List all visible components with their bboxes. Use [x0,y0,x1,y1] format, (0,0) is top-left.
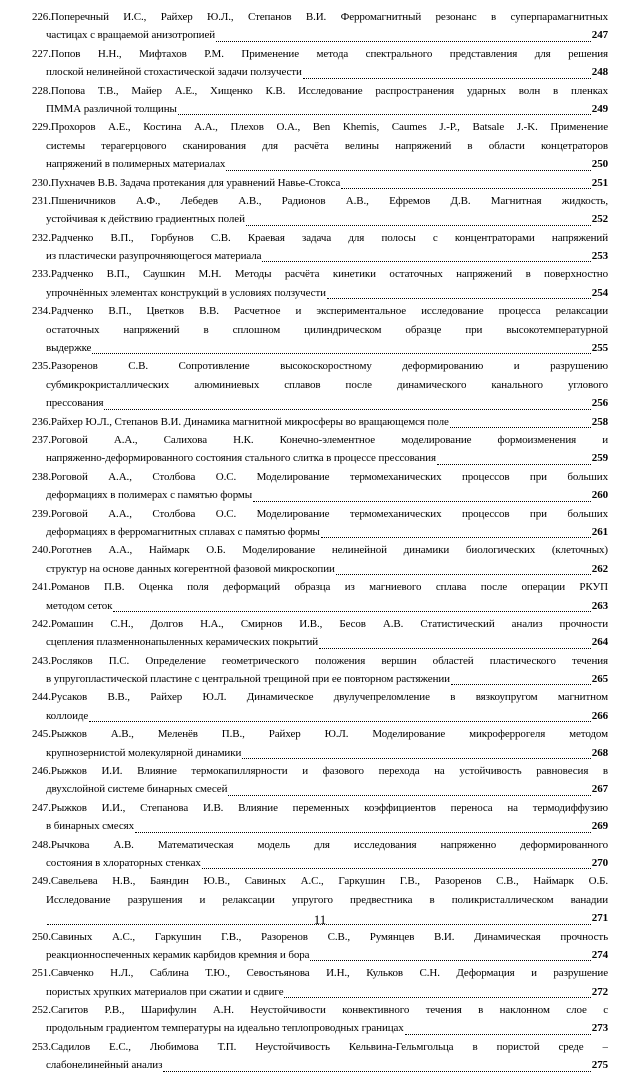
entry-text: напряжений в полимерных материалах [46,158,226,171]
dot-leader [303,70,591,79]
entry-text: 250.Савиных А.С., Гаркушин Г.В., Разоренов С.В., Румянцев В.И. Динамическая прочность [32,930,608,943]
entry-text: 251.Савченко Н.Л., Саблина Т.Ю., Севостьянова И.Н., Кульков С.Н. Деформация и разрушение [32,967,608,980]
entry-text: 244.Русаков В.В., Райхер Ю.Л. Динамическое двулучепреломление в вязкоупругом магнитном [32,691,608,704]
entry-text: 226.Поперечный И.С., Райхер Ю.Л., Степанов В.И. Ферромагнитный резонанс в суперпарамагнитных [32,11,608,23]
entry-text: 243.Росляков П.С. Определение геометрического положения вершин областей пластического течения [32,654,608,667]
entry-text: напряженно-деформированного состояния стального слитка в процессе прессования [46,452,436,465]
entry-last-line [32,26,608,44]
dot-leader [262,253,590,262]
entry-page-number: 258 [591,415,608,428]
entry-text: 237.Роговой А.А., Салихова Н.К. Конечно-элементное моделирование формоизменения и [32,433,608,446]
entry-last-line [32,100,608,118]
entry-last-line [32,523,608,541]
entry-text: 240.Роготнев А.А., Наймарк О.Б. Моделирование нелинейной динамики биологических (клеточных) [32,544,608,557]
entry-page-number: 271 [591,912,608,925]
entry-text: 248.Рычкова А.В. Математическая модель для исследования напряженно деформированного [32,838,608,851]
entry-text: методом сеток [46,599,113,612]
contents-entry [32,1001,608,1038]
entry-last-line [32,394,608,412]
contents-entry [32,928,608,965]
entry-last-line [32,983,608,1001]
entry-text: 247.Рыжков И.И., Степанова И.В. Влияние переменных коэффициентов переноса на термодиффузию [32,801,608,814]
contents-entry [32,265,608,302]
entry-text: прессования [46,397,104,410]
dot-leader [92,345,590,354]
entry-text: 236.Райхер Ю.Л., Степанов В.И. Динамика магнитной микросферы во вращающемся поле [32,415,449,428]
dot-leader [319,640,591,649]
contents-entry [32,964,608,1001]
dot-leader [202,860,591,869]
contents-entry [32,652,608,689]
contents-entry [32,8,608,45]
entry-text: 231.Пшеничников А.Ф., Лебедев А.В., Радионов А.В., Ефремов Д.В. Магнитная жидкость, [32,194,608,207]
entry-text: структур на основе данных когерентной фазовой микроскопии [46,562,335,575]
contents-entry [32,1038,608,1075]
entry-page-number: 262 [591,562,608,575]
entry-page-number: 249 [591,102,608,115]
contents-entry [32,688,608,725]
entry-page-number: 255 [591,342,608,355]
dot-leader [253,493,591,502]
entry-page-number: 263 [591,599,608,612]
entry-text: 227.Попов Н.Н., Мифтахов Р.М. Применение метода спектрального представления для решения [32,47,608,60]
contents-entry [32,505,608,542]
dot-leader [104,401,590,410]
entry-page-number: 254 [591,286,608,299]
entry-last-line [32,1056,608,1074]
dot-leader [226,162,591,171]
entry-page-number: 265 [591,673,608,686]
contents-entry [32,836,608,873]
entry-text: остаточных напряжений в сплошном цилиндрическом образце при высокотемпературной [46,323,608,336]
entry-text: 252.Сагитов Р.В., Шарифулин А.Н. Неустойчивости конвективного течения в наклонном слое с [32,1004,608,1017]
entry-last-line [32,633,608,651]
entry-text: слабонелинейный анализ [46,1059,163,1072]
dot-leader [135,824,591,833]
contents-entry [32,413,608,431]
entry-text: 245.Рыжков А.В., Меленёв П.В., Райхер Ю.Л. Моделирование микроферрогеля методом [32,728,608,741]
entry-text: в упругопластической пластине с центральной трещиной при ее повторном растяжении [46,673,450,686]
entry-text: системы терагерцового сканирования для расчёта велины напряжений в области концетраторов [46,139,608,152]
entry-last-line [32,854,608,872]
entry-page-number: 247 [591,29,608,42]
entry-last-line [32,597,608,615]
contents-entry [32,229,608,266]
entry-page-number: 259 [591,452,608,465]
entry-page-number: 252 [591,213,608,226]
entry-page-number: 251 [591,176,608,189]
contents-entry [32,762,608,799]
contents-entry [32,357,608,412]
entry-page-number: 264 [591,636,608,649]
dot-leader [242,750,591,759]
contents-entry [32,192,608,229]
dot-leader [341,180,590,189]
contents-entry [32,578,608,615]
entry-text: упрочнённых элементах конструкций в условиях ползучести [46,286,326,299]
entry-text: субмикрокристаллических алюминиевых сплавов после динамического канального углового [46,378,608,391]
entry-text: коллоиде [46,709,89,722]
dot-leader [284,989,590,998]
entry-text: 246.Рыжков И.И. Влияние термокапиллярности и фазового перехода на устойчивость равновесия в [32,765,608,778]
entry-text: в бинарных смесях [46,820,134,833]
contents-entry [32,615,608,652]
contents-entry [32,302,608,357]
entry-text: частицах с вращаемой анизотропией [46,29,216,42]
entry-last-line [32,210,608,228]
entry-page-number: 250 [591,158,608,171]
contents-entry [32,468,608,505]
entry-text: 239.Роговой А.А., Столбова О.С. Моделирование термомеханических процессов при больших [32,507,608,520]
entry-text: реакционноспеченных керамик карбидов кремния и бора [46,948,310,961]
entry-last-line [32,670,608,688]
entry-last-line [32,174,608,192]
entry-page-number: 260 [591,489,608,502]
dot-leader [405,1026,591,1035]
entry-text: 249.Савельева Н.В., Баяндин Ю.В., Савиных А.С., Гаркушин Г.В., Разоренов С.В., Наймарк О.Б. [32,875,608,888]
entry-text: 229.Прохоров А.Е., Костина А.А., Плехов О.А., Ben Khemis, Caumes J.-P., Batsale J.-K. Применение [32,121,608,134]
entry-text: 228.Попова Т.В., Майер А.Е., Хищенко К.В. Исследование распространения ударных волн в пленках [32,84,608,97]
entry-page-number: 266 [591,709,608,722]
entry-last-line [32,560,608,578]
entry-text: Исследование разрушения и релаксации упругого предвестника в поликристаллическом ванадии [46,893,608,906]
entry-last-line [32,707,608,725]
dot-leader [113,603,590,612]
entry-page-number: 256 [591,397,608,410]
entry-page-number: 253 [591,250,608,263]
entry-last-line [32,63,608,81]
entry-page-number: 269 [591,820,608,833]
contents-entry [32,45,608,82]
entry-text: крупнозернистой молекулярной динамики [46,746,242,759]
dot-leader [228,787,590,796]
entry-text: из пластически разупрочняющегося материала [46,250,262,263]
contents-entry [32,118,608,173]
dot-leader [246,217,591,226]
entry-last-line [32,413,608,431]
entry-text: устойчивая к действию градиентных полей [46,213,245,226]
entry-last-line [32,155,608,173]
dot-leader [451,676,591,685]
contents-entry [32,541,608,578]
entry-text: продольным градиентом температуры на идеально теплопроводных границах [46,1022,404,1035]
entry-page-number: 270 [591,856,608,869]
dot-leader [450,419,591,428]
entry-text: пористых хрупких материалов при сжатии и сдвиге [46,985,284,998]
dot-leader [336,566,591,575]
entry-text: 241.Романов П.В. Оценка поля деформаций образца из магниевого сплава после операции РКУП [32,581,608,594]
entry-last-line [32,817,608,835]
entry-page-number: 275 [591,1059,608,1072]
dot-leader [216,33,591,42]
entry-page-number: 267 [591,783,608,796]
entry-last-line [32,486,608,504]
contents-entry [32,174,608,192]
entry-text: 235.Разоренов С.В. Сопротивление высокоскоростному деформированию и разрушению [32,360,608,373]
entry-text: двухслойной системе бинарных смесей [46,783,228,796]
entry-last-line [32,780,608,798]
entry-last-line [32,1019,608,1037]
dot-leader [89,713,591,722]
entry-text: сцепления плазменнонапыленных керамических покрытий [46,636,319,649]
dot-leader [163,1063,590,1072]
entry-last-line [32,946,608,964]
entry-text: деформациях в ферромагнитных сплавах с памятью формы [46,525,320,538]
entry-text: состояния в хлораторных стенках [46,856,201,869]
entry-text: 232.Радченко В.П., Горбунов С.В. Краевая задача для полосы с концентраторами напряжений [32,231,608,244]
entry-last-line [32,247,608,265]
entry-text: 230.Пухначев В.В. Задача протекания для уравнений Навье-Стокса [32,176,341,189]
entry-text: 253.Садилов Е.С., Любимова Т.П. Неустойчивость Кельвина-Гельмгольца в пористой среде – [32,1040,608,1053]
entry-page-number: 268 [591,746,608,759]
contents-entry [32,82,608,119]
contents-entry [32,799,608,836]
dot-leader [321,529,591,538]
dot-leader [327,290,591,299]
entry-text: ПММА различной толщины [46,102,177,115]
entry-page-number: 272 [591,985,608,998]
dot-leader [178,106,591,115]
entry-last-line [32,744,608,762]
entry-last-line [32,339,608,357]
entry-text: 242.Ромашин С.Н., Долгов Н.А., Смирнов И.В., Бесов А.В. Статистический анализ прочности [32,617,608,630]
dot-leader [437,456,591,465]
entry-text: деформациях в полимерах с памятью формы [46,489,253,502]
entry-last-line [32,284,608,302]
entry-page-number: 274 [591,948,608,961]
entry-text: выдержке [46,342,92,355]
entry-text: 233.Радченко В.П., Саушкин М.Н. Методы расчёта кинетики остаточных напряжений в поверхностно [32,268,608,281]
entry-last-line [32,449,608,467]
entry-text: 234.Радченко В.П., Цветков В.В. Расчетное и экспериментальное исследование процесса релаксации [32,305,608,318]
contents-entry [32,431,608,468]
page-number: 11 [313,912,327,927]
contents-entry [32,725,608,762]
entry-page-number: 248 [591,66,608,79]
entry-page-number: 273 [591,1022,608,1035]
entry-text: плоской нелинейной стохастической задачи ползучести [46,66,302,79]
entry-page-number: 261 [591,525,608,538]
entry-text: 238.Роговой А.А., Столбова О.С. Моделирование термомеханических процессов при больших [32,470,608,483]
